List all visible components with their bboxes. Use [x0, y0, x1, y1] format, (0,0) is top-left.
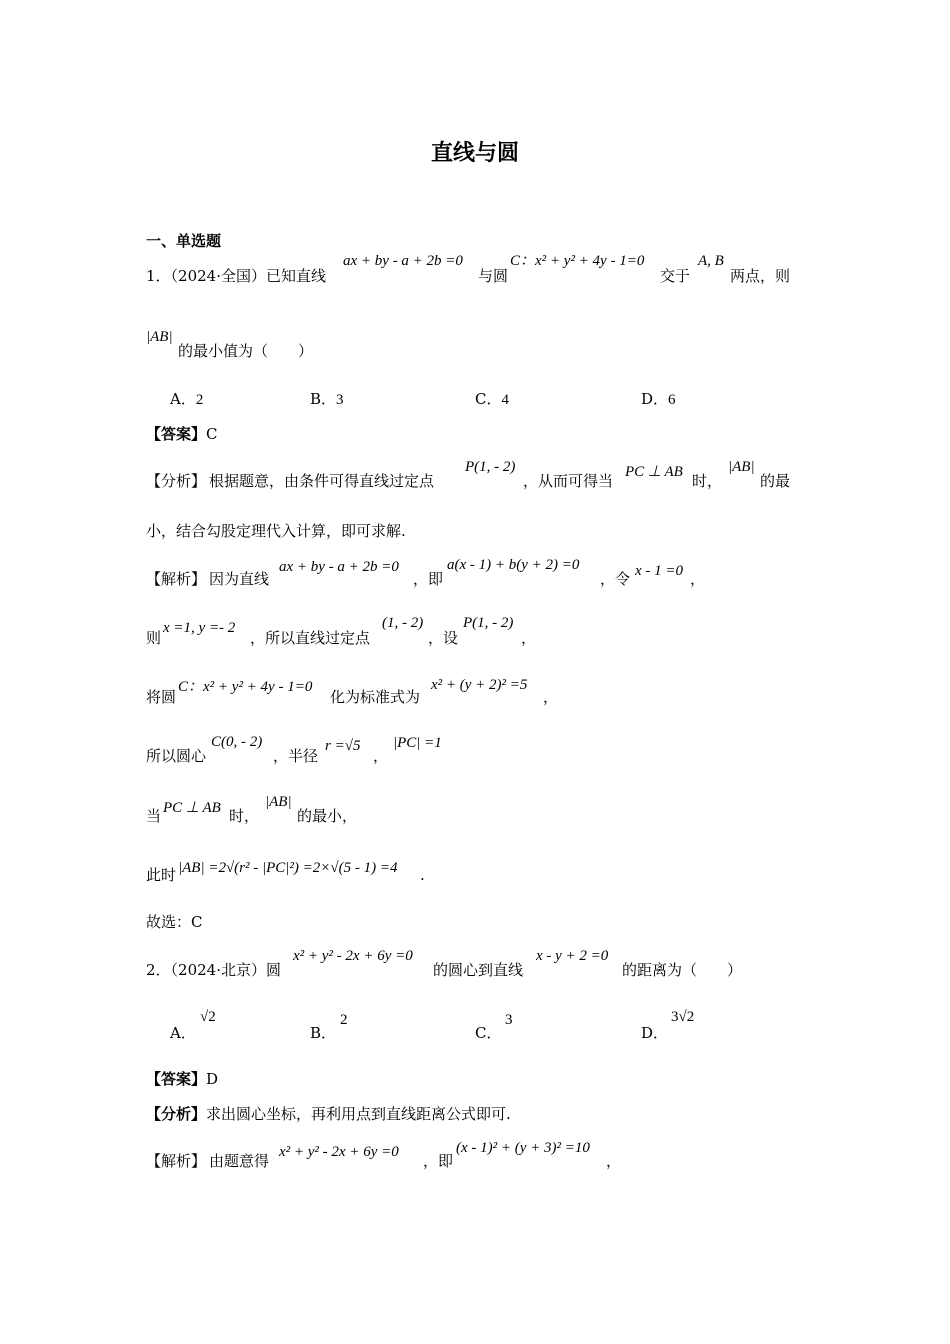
q1-sol4-b: ，半径 [273, 747, 319, 765]
q2-answer: 【答案】D [146, 1070, 219, 1088]
q1-circle-equation: C：x² + y² + 4y - 1=0 [510, 253, 645, 269]
q1-sol1-d: ， [690, 570, 706, 588]
q1-sol5-a: 当 [146, 807, 162, 825]
q1-analysis-c: 时， [692, 472, 723, 490]
q1-analysis-point: P(1, - 2) [465, 459, 516, 475]
q1-analysis-a: 根据题意，由条件可得直线过定点 [209, 472, 435, 490]
q2-tail: 的距离为（ ） [622, 961, 743, 979]
q1-sol2-point: (1, - 2) [382, 615, 424, 631]
q1-meet: 交于 [660, 267, 691, 285]
q1-sol4-pc: |PC| =1 [393, 735, 442, 751]
q1-sol2-eq: x =1, y =- 2 [163, 620, 236, 636]
q1-sol6-b: . [420, 866, 425, 884]
q1-sol1-eq2: a(x - 1) + b(y + 2) =0 [447, 557, 580, 573]
q2-circle-equation: x² + y² - 2x + 6y =0 [293, 948, 413, 964]
q1-sol2-b: ，所以直线过定点 [250, 629, 371, 647]
q2-sol-a: 由题意得 [209, 1152, 270, 1170]
q2-sol-b: ，即 [423, 1152, 454, 1170]
q2-sol-eq: x² + y² - 2x + 6y =0 [279, 1144, 399, 1160]
q1-sol1-b: ，即 [413, 570, 444, 588]
q1-sol1-a: 因为直线 [209, 570, 270, 588]
q1-ab-abs: |AB| [146, 329, 173, 345]
q1-sol4-radius: r =√5 [325, 738, 361, 754]
q1-sol2-d: ， [521, 629, 537, 647]
q2-option-a-label: A． [170, 1024, 196, 1042]
q2-option-c-label: C． [475, 1024, 502, 1042]
q1-sol1-c: ，令 [600, 570, 631, 588]
q1-sol3-a: 将圆 [146, 688, 177, 706]
q1-sol4-a: 所以圆心 [146, 747, 207, 765]
q2-option-a-value: √2 [200, 1009, 216, 1025]
q1-sol5-perp: PC ⊥ AB [163, 800, 221, 816]
q1-with-circle: 与圆 [478, 267, 509, 285]
q1-analysis-ab: |AB| [728, 459, 755, 475]
q1-sol5-ab: |AB| [265, 794, 292, 810]
q1-sol4-d: ， [373, 747, 389, 765]
q2-lead: 2．（2024·北京）圆 [146, 961, 281, 979]
page-title: 直线与圆 [430, 140, 519, 166]
q1-sol6-eq: |AB| =2√(r² - |PC|²) =2×√(5 - 1) =4 [178, 860, 398, 876]
q2-line-equation: x - y + 2 =0 [536, 948, 609, 964]
q1-option-c: C．4 [475, 390, 509, 408]
q2-analysis: 【分析】求出圆心坐标，再利用点到直线距离公式即可. [146, 1105, 511, 1123]
q1-analysis-d: 的最 [760, 472, 791, 490]
q1-sol2-a: 则 [146, 629, 162, 647]
q1-sol4-center: C(0, - 2) [211, 734, 263, 750]
q2-option-b-label: B． [310, 1024, 337, 1042]
q1-option-d: D．6 [641, 390, 676, 408]
q1-analysis-e: 小，结合勾股定理代入计算，即可求解. [146, 522, 406, 540]
q1-sol5-b: 时， [229, 807, 260, 825]
q1-sol3-eq: C：x² + y² + 4y - 1=0 [178, 679, 313, 695]
q2-option-d-value: 3√2 [671, 1009, 695, 1025]
q2-option-c-value: 3 [505, 1012, 513, 1028]
q1-two-points: 两点，则 [730, 267, 791, 285]
q1-analysis-perp: PC ⊥ AB [625, 464, 683, 480]
q1-solution-tag: 【解析】 [146, 570, 207, 588]
q1-sol3-b: 化为标准式为 [330, 688, 421, 706]
section-heading: 一、单选题 [146, 232, 222, 250]
q2-solution-tag: 【解析】 [146, 1152, 207, 1170]
q1-sol1-eq: ax + by - a + 2b =0 [279, 559, 399, 575]
q1-sol3-eq2: x² + (y + 2)² =5 [431, 677, 528, 693]
q2-mid: 的圆心到直线 [433, 961, 524, 979]
q1-analysis-b: ，从而可得当 [523, 472, 614, 490]
q1-option-a: A．2 [170, 390, 204, 408]
q1-lead: 1．（2024·全国）已知直线 [146, 267, 326, 285]
q2-option-d-label: D． [641, 1024, 669, 1042]
q1-choose: 故选：C [146, 913, 203, 931]
q1-sol6-a: 此时 [146, 866, 177, 884]
q1-answer: 【答案】C [146, 425, 218, 443]
q1-sol2-p: P(1, - 2) [463, 615, 514, 631]
q1-sol3-c: ， [543, 688, 559, 706]
q1-option-b: B．3 [310, 390, 344, 408]
q1-analysis-tag: 【分析】 [146, 472, 207, 490]
q2-sol-c: ， [606, 1152, 622, 1170]
q1-min-question: 的最小值为（ ） [178, 342, 314, 360]
q1-sol2-c: ，设 [428, 629, 459, 647]
q1-sol5-c: 的最小， [297, 807, 358, 825]
q2-option-b-value: 2 [340, 1012, 348, 1028]
q1-points: A, B [698, 253, 724, 269]
q1-line-equation: ax + by - a + 2b =0 [343, 253, 463, 269]
q2-sol-eq2: (x - 1)² + (y + 3)² =10 [456, 1140, 590, 1156]
q1-sol1-eq3: x - 1 =0 [635, 563, 684, 579]
